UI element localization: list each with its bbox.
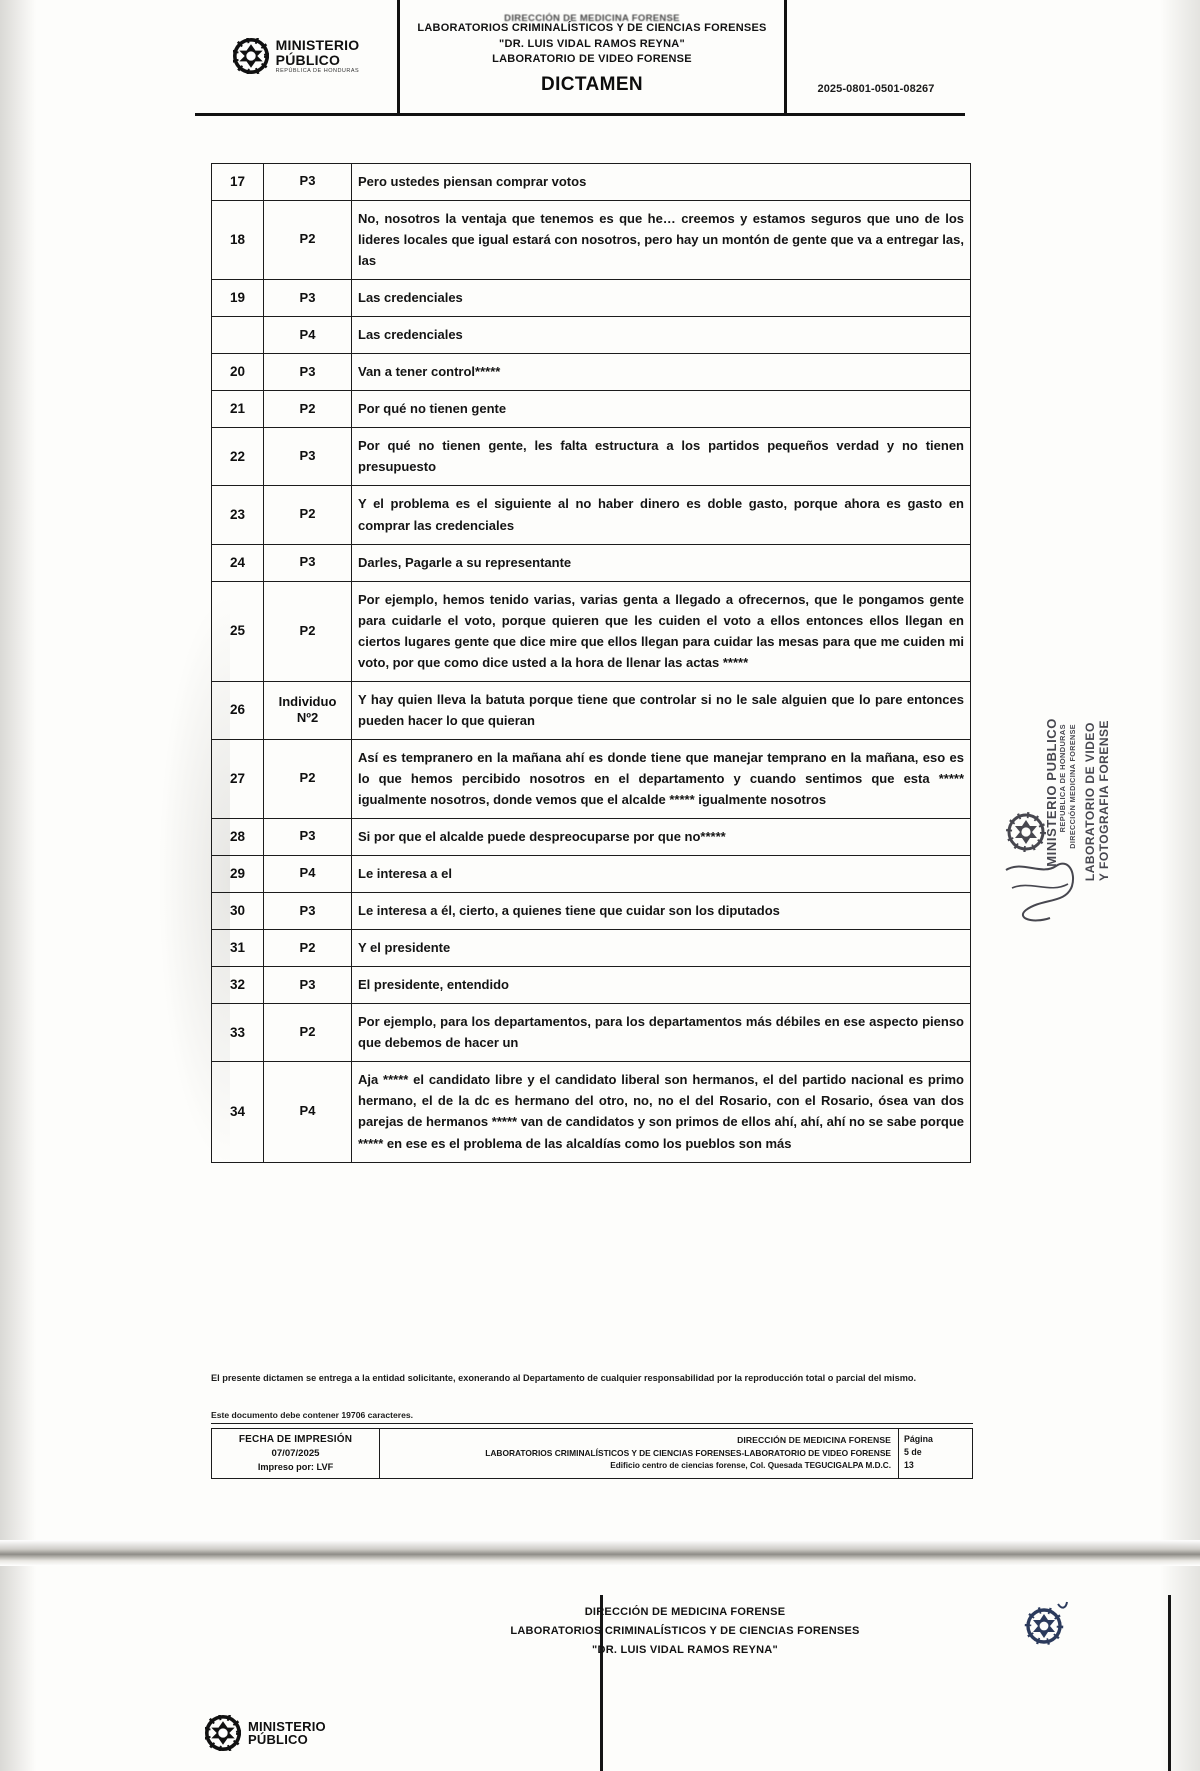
header-line-laboratorios: LABORATORIOS CRIMINALÍSTICOS Y DE CIENCIAS FORENSES [417,21,767,34]
transcript-speaker: P4 [264,1062,352,1162]
transcript-speaker: P2 [264,581,352,681]
transcript-speaker: P3 [264,164,352,201]
next-header-wordmark [248,1720,326,1747]
transcript-row-number: 25 [212,581,264,681]
transcript-utterance: Y el problema es el siguiente al no haber dinero es doble gasto, porque ahora es gasto en comprar las credenciales [352,486,971,544]
transcript-speaker: P3 [264,354,352,391]
next-header-logo [205,1715,326,1751]
transcript-row-number: 34 [212,1062,264,1162]
footer-page-current-of: 5 de [904,1447,922,1458]
next-header-line-2: LABORATORIOS CRIMINALÍSTICOS Y DE CIENCIAS FORENSES [510,1624,860,1637]
transcript-row [212,428,971,486]
transcript-utterance: Pero ustedes piensan comprar votos [352,164,971,201]
seal-text-ministerio: MINISTERIO PUBLICO [1044,718,1059,867]
transcript-utterance: Por ejemplo, para los departamentos, para los departamentos más débiles en ese aspecto pienso que debemos de hacer un [352,1004,971,1062]
transcript-utterance: Darles, Pagarle a su representante [352,544,971,581]
header-title-cell [400,0,787,113]
transcript-row-number: 29 [212,856,264,893]
transcript-row [212,280,971,317]
transcript-speaker: P3 [264,428,352,486]
footer-table [211,1428,973,1479]
header-number-cell [787,0,965,113]
transcript-row [212,581,971,681]
transcript-row-number: 33 [212,1004,264,1062]
transcript-utterance: Si por que el alcalde puede despreocuparse por que no***** [352,819,971,856]
ministerio-publico-logo [233,38,360,74]
transcript-row [212,201,971,280]
transcript-row-number: 18 [212,201,264,280]
transcript-row-number: 19 [212,280,264,317]
transcript-utterance: Por qué no tienen gente [352,391,971,428]
transcript-speaker: P2 [264,201,352,280]
transcript-table [211,163,971,1163]
footer-office-line-1: DIRECCIÓN DE MEDICINA FORENSE [737,1435,891,1446]
transcript-utterance: Por qué no tienen gente, les falta estructura a los partidos pequeños verdad y no tienen presupuesto [352,428,971,486]
transcript-row [212,391,971,428]
transcript-speaker: Individuo Nº2 [264,681,352,739]
official-seal-stamp [1000,690,1112,940]
transcript-utterance: Le interesa a el [352,856,971,893]
footer-page-cell [899,1429,973,1479]
page-fold-divider [0,1540,1200,1566]
transcript-row [212,486,971,544]
next-header-title-block [405,1603,965,1660]
transcript-utterance: Aja ***** el candidato libre y el candidato liberal son hermanos, el del partido nacional es primo hermano, el de la dc es hermano del otro, no, no el del Rosario, con el Rosario, ósea van dos parejas de hermanos ***** van de candidatos y son primos de ellos ahí, ahí, ahí no se sabe porque ***** en ese es el problema de las alcaldías como los pueblos son más [352,1062,971,1162]
transcript-row-number: 32 [212,967,264,1004]
footer-print-date: 07/07/2025 [271,1447,320,1459]
transcript-row-number: 26 [212,681,264,739]
transcript-speaker: P4 [264,317,352,354]
seal-text-direccion: DIRECCIÓN MEDICINA FORENSE [1068,724,1077,849]
footer-row [212,1429,973,1479]
transcript-speaker: P2 [264,739,352,818]
transcript-row [212,317,971,354]
document-number: 2025-0801-0501-08267 [817,83,935,95]
transcript-row-number: 30 [212,893,264,930]
footer-printed-by: Impreso por: LVF [257,1461,334,1472]
transcript-row [212,893,971,930]
transcript-table-body [212,164,971,1163]
logo-subtitle: REPÚBLICA DE HONDURAS [275,67,360,74]
transcript-row [212,856,971,893]
transcript-utterance: El presidente, entendido [352,967,971,1004]
scan-shadow-right [1160,0,1200,1771]
transcript-utterance: Las credenciales [352,280,971,317]
transcript-row-number: 24 [212,544,264,581]
transcript-row-number: 23 [212,486,264,544]
character-count-note: Este documento debe contener 19706 caracteres. [211,1410,973,1424]
transcript-speaker: P3 [264,280,352,317]
next-header-line-3: "DR. LUIS VIDAL RAMOS REYNA" [592,1643,778,1656]
transcript-utterance: Por ejemplo, hemos tenido varias, varias genta a llegado a ofrecernos, que le pongamos gente para cuidarle el voto, porque quieren que les cuiden el voto a ellos entonces ellos llegan en ciertos lugares gente que dice mire que ellos llegan para cuidar las mesas para que me cuiden mi voto, por que como dice usted a la hora de llenar las actas ***** [352,581,971,681]
next-header-logo-line-2: PÚBLICO [248,1732,308,1747]
transcript-speaker: P3 [264,967,352,1004]
next-page-header [195,1595,965,1771]
transcript-utterance: Y hay quien lleva la batuta porque tiene que controlar si no le sale alguien que lo pare entonces pueden hacer lo que quieran [352,681,971,739]
transcript-speaker: P2 [264,930,352,967]
document-type-title: DICTAMEN [540,74,644,96]
header-logo-cell [195,0,400,113]
seal-text-laboratorio: LABORATORIO DE VIDEO Y FOTOGRAFIA FORENSE [1083,720,1111,882]
next-header-logo-line-1: MINISTERIO [248,1718,326,1734]
transcript-speaker: P3 [264,893,352,930]
document-header [195,0,965,116]
transcript-utterance: Y el presidente [352,930,971,967]
footer-office-cell [380,1429,899,1479]
footer-print-label: FECHA DE IMPRESIÓN [238,1433,353,1445]
transcript-row-number: 27 [212,739,264,818]
next-header-line-1: DIRECCIÓN DE MEDICINA FORENSE [584,1606,786,1618]
transcript-row-number: 20 [212,354,264,391]
transcript-row [212,544,971,581]
transcript-row-number [212,317,264,354]
footer-page-label: Página [904,1434,933,1444]
seal-text-republica: REPUBLICA DE HONDURAS [1058,724,1067,833]
transcript-utterance: Las credenciales [352,317,971,354]
transcript-row [212,819,971,856]
transcript-row [212,967,971,1004]
transcript-row [212,681,971,739]
logo-wordmark [276,38,360,74]
scan-shadow-left [0,0,36,1771]
footer-print-cell [212,1429,380,1479]
footer-office-line-2: LABORATORIOS CRIMINALÍSTICOS Y DE CIENCIAS FORENSES-LABORATORIO DE VIDEO FORENSE [485,1448,891,1459]
logo-line-publico: PÚBLICO [275,51,341,68]
footer-office-line-3: Edificio centro de ciencias forense, Col. Quesada TEGUCIGALPA M.D.C. [610,1461,891,1471]
next-header-emblem-icon [205,1715,241,1751]
footer-page-total: 13 [904,1460,914,1471]
header-line-laboratorio-video: LABORATORIO DE VIDEO FORENSE [492,53,692,66]
transcript-speaker: P3 [264,544,352,581]
signature-scrawl-icon [1002,858,1082,928]
transcript-utterance: Van a tener control***** [352,354,971,391]
disclaimer-text: El presente dictamen se entrega a la entidad solicitante, exonerando al Departamento de cualquier responsabilidad por la reproducción total o parcial del mismo. [211,1373,917,1383]
transcript-row-number: 28 [212,819,264,856]
transcript-row-number: 22 [212,428,264,486]
transcript-row-number: 17 [212,164,264,201]
transcript-row [212,354,971,391]
transcript-row-number: 21 [212,391,264,428]
transcript-speaker: P2 [264,486,352,544]
transcript-speaker: P3 [264,819,352,856]
transcript-speaker: P4 [264,856,352,893]
next-page-seal-icon [1022,1600,1070,1652]
transcript-row [212,1062,971,1162]
transcript-utterance: No, nosotros la ventaja que tenemos es que he… creemos y estamos seguros que uno de los lideres locales que igual estará con nosotros, pero hay un montón de gente que va a entregar las, las [352,201,971,280]
header-line-direccion: DIRECCIÓN DE MEDICINA FORENSE [504,12,680,21]
seal-emblem-icon [1006,812,1046,852]
logo-line-ministerio: MINISTERIO [275,37,360,54]
transcript-row [212,930,971,967]
transcript-utterance: Le interesa a él, cierto, a quienes tiene que cuidar son los diputados [352,893,971,930]
transcript-row [212,1004,971,1062]
header-line-doctor-name: "DR. LUIS VIDAL RAMOS REYNA" [499,37,685,50]
next-header-divider-right [1168,1595,1171,1771]
transcript-row-number: 31 [212,930,264,967]
transcript-speaker: P2 [264,1004,352,1062]
transcript-utterance: Así es tempranero en la mañana ahí es donde tiene que manejar temprano en la mañana, eso es lo que hemos percibido nosotros en el departamento y cuando sentimos que esta ***** igualmente nosotros, donde vemos que el alcalde ***** igualmente nosotros [352,739,971,818]
transcript-speaker: P2 [264,391,352,428]
transcript-row [212,164,971,201]
transcript-row [212,739,971,818]
ministerio-publico-emblem-icon [233,38,269,74]
